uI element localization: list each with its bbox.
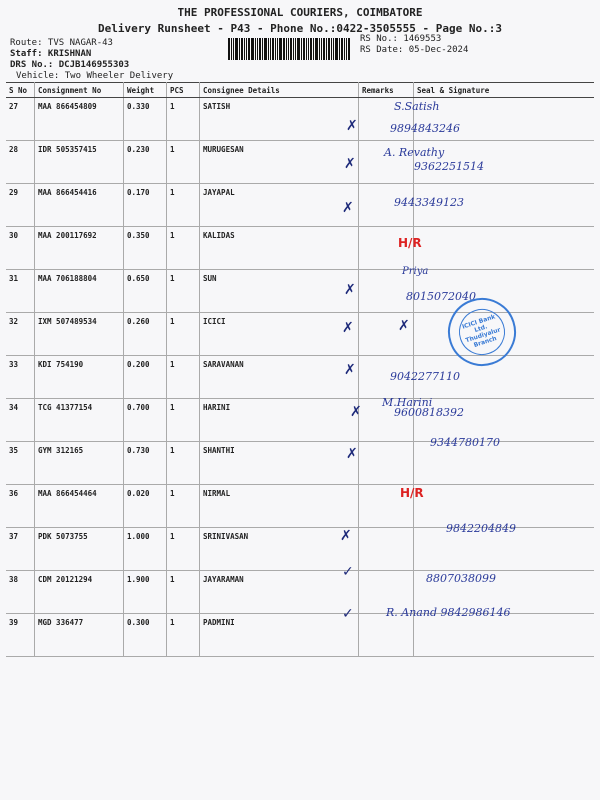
- hr-mark-30: H/R: [398, 236, 422, 250]
- cell-sno: 38: [6, 571, 35, 614]
- cell-weight: 0.300: [124, 614, 167, 657]
- runsheet-subtitle: Delivery Runsheet - P43 - Phone No.:0422-3505555 - Page No.:3: [98, 22, 502, 35]
- cell-pcs: 1: [167, 571, 200, 614]
- cell-consignee: ICICI: [200, 313, 359, 356]
- col-pcs: PCS: [167, 83, 200, 98]
- cell-signature: [414, 227, 595, 270]
- col-remarks: Remarks: [359, 83, 414, 98]
- cell-remarks: [359, 442, 414, 485]
- signature-34-name: M.Harini: [382, 396, 433, 409]
- table-row: [6, 227, 594, 270]
- cell-sno: 36: [6, 485, 35, 528]
- remark-tick-mark: ✗: [346, 118, 358, 134]
- signature-35-phone: 9344780170: [430, 436, 500, 449]
- cell-pcs: 1: [167, 528, 200, 571]
- company-title: THE PROFESSIONAL COURIERS, COIMBATORE: [177, 6, 423, 19]
- col-consignment: Consignment No: [35, 83, 124, 98]
- signature-39: R. Anand 9842986146: [386, 606, 511, 619]
- cell-pcs: 1: [167, 227, 200, 270]
- cell-sno: 37: [6, 528, 35, 571]
- cell-consignee: HARINI: [200, 399, 359, 442]
- cell-sno: 31: [6, 270, 35, 313]
- cell-sno: 35: [6, 442, 35, 485]
- cell-consignee: NIRMAL: [200, 485, 359, 528]
- cell-consignment: GYM 312165: [35, 442, 124, 485]
- signature-29-phone: 9443349123: [394, 196, 464, 209]
- cell-consignment: MAA 866454464: [35, 485, 124, 528]
- signature-27-phone: 9894843246: [390, 122, 460, 135]
- remark-tick-mark: ✓: [342, 606, 354, 622]
- cell-sno: 28: [6, 141, 35, 184]
- signature-28-phone: 9362251514: [414, 160, 484, 173]
- cell-pcs: 1: [167, 356, 200, 399]
- table-row: [6, 442, 594, 485]
- remark-tick-mark: ✗: [342, 200, 354, 216]
- signature-31-phone: 8015072040: [406, 290, 476, 303]
- seal-text: ICICI Bank Ltd. Thudiyalur Branch: [453, 303, 511, 361]
- cell-sno: 29: [6, 184, 35, 227]
- cell-consignee: SUN: [200, 270, 359, 313]
- cell-consignment: MAA 706188804: [35, 270, 124, 313]
- cell-pcs: 1: [167, 98, 200, 141]
- cell-weight: 0.350: [124, 227, 167, 270]
- cell-weight: 0.700: [124, 399, 167, 442]
- remark-tick-mark: ✗: [344, 156, 356, 172]
- cell-pcs: 1: [167, 442, 200, 485]
- cell-consignment: KDI 754190: [35, 356, 124, 399]
- cell-signature: [414, 614, 595, 657]
- cell-pcs: 1: [167, 485, 200, 528]
- cell-sno: 30: [6, 227, 35, 270]
- remark-tick-mark: ✗: [398, 318, 410, 334]
- cell-weight: 0.170: [124, 184, 167, 227]
- cell-weight: 0.020: [124, 485, 167, 528]
- cell-weight: 1.900: [124, 571, 167, 614]
- staff-label: Staff: KRISHNAN: [10, 49, 92, 59]
- cell-weight: 0.230: [124, 141, 167, 184]
- table-row: [6, 98, 594, 141]
- cell-pcs: 1: [167, 313, 200, 356]
- cell-consignee: SRINIVASAN: [200, 528, 359, 571]
- cell-consignee: SATISH: [200, 98, 359, 141]
- rs-number: RS No.: 1469553: [360, 34, 442, 44]
- remark-tick-mark: ✗: [344, 282, 356, 298]
- cell-consignee: SHANTHI: [200, 442, 359, 485]
- cell-consignment: MAA 866454416: [35, 184, 124, 227]
- cell-sno: 27: [6, 98, 35, 141]
- cell-consignment: PDK 5073755: [35, 528, 124, 571]
- remark-tick-mark: ✓: [342, 564, 354, 580]
- runsheet-table: [6, 82, 594, 657]
- table-row: [6, 399, 594, 442]
- remark-tick-mark: ✗: [344, 362, 356, 378]
- remark-tick-mark: ✗: [350, 404, 362, 420]
- cell-consignment: CDM 20121294: [35, 571, 124, 614]
- cell-weight: 0.200: [124, 356, 167, 399]
- cell-consignee: PADMINI: [200, 614, 359, 657]
- cell-pcs: 1: [167, 270, 200, 313]
- signature-28-name: A. Revathy: [384, 146, 445, 159]
- col-consignee: Consignee Details: [200, 83, 359, 98]
- cell-sno: 33: [6, 356, 35, 399]
- cell-remarks: [359, 528, 414, 571]
- cell-pcs: 1: [167, 141, 200, 184]
- remark-tick-mark: ✗: [340, 528, 352, 544]
- route-label: Route: TVS NAGAR-43: [10, 38, 113, 48]
- drs-label: DRS No.: DCJB146955303: [10, 60, 130, 70]
- cell-weight: 0.650: [124, 270, 167, 313]
- cell-consignment: IXM 507489534: [35, 313, 124, 356]
- signature-33-phone: 9042277110: [390, 370, 460, 383]
- cell-weight: 0.330: [124, 98, 167, 141]
- cell-consignment: TCG 41377154: [35, 399, 124, 442]
- cell-pcs: 1: [167, 614, 200, 657]
- hr-mark-36: H/R: [400, 486, 424, 500]
- rs-date: RS Date: 05-Dec-2024: [360, 45, 469, 55]
- col-weight: Weight: [124, 83, 167, 98]
- table-row: [6, 270, 594, 313]
- cell-sno: 34: [6, 399, 35, 442]
- barcode: [228, 38, 356, 60]
- cell-consignee: JAYARAMAN: [200, 571, 359, 614]
- signature-31-name: Priya: [402, 266, 429, 277]
- cell-consignee: JAYAPAL: [200, 184, 359, 227]
- cell-consignee: SARAVANAN: [200, 356, 359, 399]
- table-row: [6, 356, 594, 399]
- cell-weight: 1.000: [124, 528, 167, 571]
- signature-27-name: S.Satish: [394, 100, 440, 113]
- cell-consignee: MURUGESAN: [200, 141, 359, 184]
- remark-tick-mark: ✗: [346, 446, 358, 462]
- remark-tick-mark: ✗: [342, 320, 354, 336]
- cell-weight: 0.730: [124, 442, 167, 485]
- cell-pcs: 1: [167, 399, 200, 442]
- signature-37-phone: 9842204849: [446, 522, 516, 535]
- table-header-row: [6, 83, 594, 98]
- table-row: [6, 141, 594, 184]
- table-row: [6, 614, 594, 657]
- cell-consignment: IDR 505357415: [35, 141, 124, 184]
- cell-consignment: MAA 866454809: [35, 98, 124, 141]
- vehicle-label: Vehicle: Two Wheeler Delivery: [16, 71, 174, 81]
- signature-34-phone: 9600818392: [394, 406, 464, 419]
- col-seal-signature: Seal & Signature: [414, 83, 595, 98]
- signature-38-phone: 8807038099: [426, 572, 496, 585]
- cell-weight: 0.260: [124, 313, 167, 356]
- cell-sno: 39: [6, 614, 35, 657]
- table-row: [6, 184, 594, 227]
- cell-consignment: MAA 200117692: [35, 227, 124, 270]
- cell-pcs: 1: [167, 184, 200, 227]
- cell-consignee: KALIDAS: [200, 227, 359, 270]
- cell-remarks: [359, 614, 414, 657]
- cell-consignment: MGD 336477: [35, 614, 124, 657]
- col-sno: S No: [6, 83, 35, 98]
- cell-sno: 32: [6, 313, 35, 356]
